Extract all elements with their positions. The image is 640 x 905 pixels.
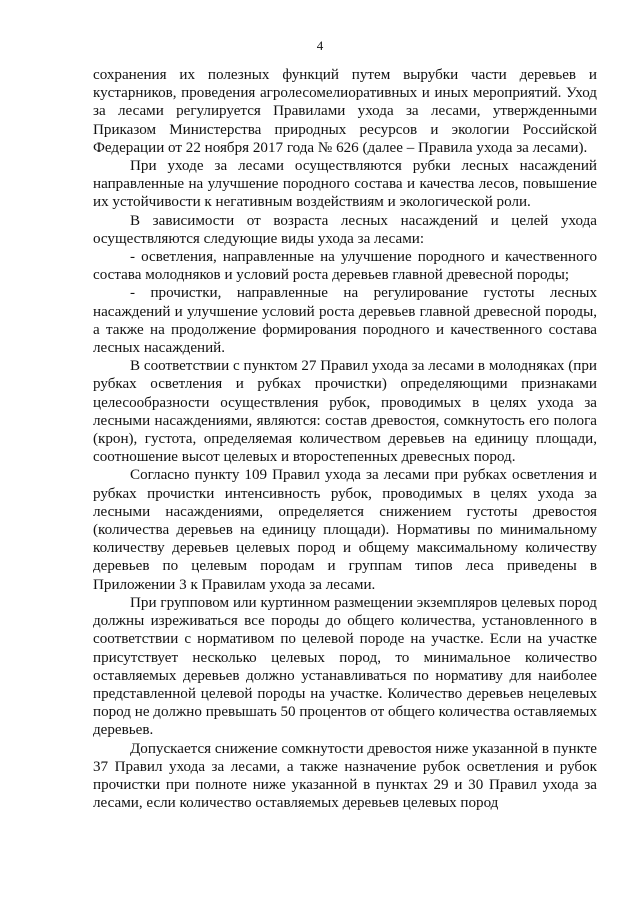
paragraph-point-27: В соответствии с пунктом 27 Правил ухода за лесами в молодняках (при рубках осветления и рубках прочистки) определяющими признаками целесообразности осуществления рубок, проводимых в целях ухода за лесными насаждениями, являются: состав древостоя, сомкнутость его полога (крон), густота, определяемая количеством деревьев на единицу площади, соотношение высот целевых и второстепенных древесных пород. xyxy=(93,358,597,466)
page-number: 4 xyxy=(316,38,324,53)
document-body xyxy=(93,66,597,812)
paragraph-care-types-intro: В зависимости от возраста лесных насаждений и целей ухода осуществляются следующие виды ухода за лесами: xyxy=(93,212,597,247)
paragraph-density-reduction: Допускается снижение сомкнутости древостоя ниже указанной в пункте 37 Правил ухода за лесами, а также назначение рубок осветления и рубок прочистки при полноте ниже указанной в пунктах 29 и 30 Правил ухода за лесами, если количество оставляемых деревьев целевых пород xyxy=(93,740,597,812)
list-item-cleaning: - прочистки, направленные на регулирование густоты лесных насаждений и улучшение условий роста деревьев главной древесной породы, а также на продолжение формирования породного и качественного состава лесных насаждений. xyxy=(93,285,597,357)
paragraph-point-109: Согласно пункту 109 Правил ухода за лесами при рубках осветления и рубках прочистки интенсивность рубок, проводимых в целях ухода за лесными насаждениями, определяется снижением густоты древостоя (количества деревьев на единицу площади). Нормативы по минимальному количеству деревьев целевых пород и общему максимальному количеству деревьев по целевым породам и группам типов леса приведены в Приложении 3 к Правилам ухода за лесами. xyxy=(93,467,597,593)
list-item-clarification: - осветления, направленные на улучшение породного и качественного состава молодняков и условий роста деревьев главной древесной породы; xyxy=(93,249,597,284)
paragraph-forest-care-cuttings: При уходе за лесами осуществляются рубки лесных насаждений направленные на улучшение породного состава и качества лесов, повышение их устойчивости к негативным воздействиям и экологической роли. xyxy=(93,158,597,211)
paragraph-group-placement: При групповом или куртинном размещении экземпляров целевых пород должны изреживаться все породы до общего количества, установленного в соответствии с нормативом по целевой породе на участке. Если на участке присутствует несколько целевых пород, то минимальное количество оставляемых деревьев должно устанавливаться по нормативу для наиболее представленной целевой породы на участке. Количество деревьев нецелевых пород не должно превышать 50 процентов от общего количества оставляемых деревьев. xyxy=(93,594,597,739)
paragraph-continuation: сохранения их полезных функций путем вырубки части деревьев и кустарников, проведения агролесомелиоративных и иных мероприятий. Уход за лесами регулируется Правилами ухода за лесами, утвержденными Приказом Министерства природных ресурсов и экологии Российской Федерации от 22 ноября 2017 года № 626 (далее – Правила ухода за лесами). xyxy=(93,67,597,156)
